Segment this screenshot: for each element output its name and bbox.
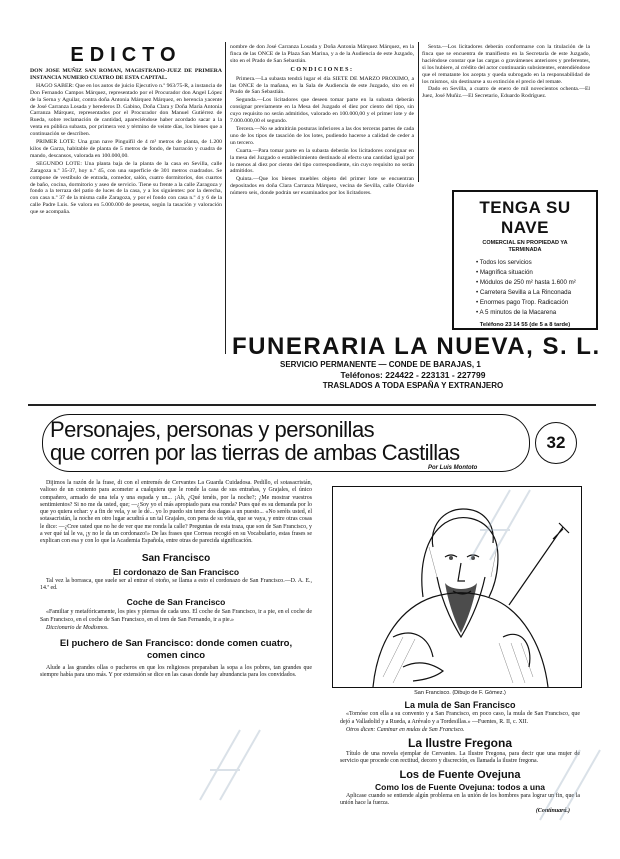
san-francisco-illustration [333,487,581,687]
ad-subtitle: COMERCIAL EN PROPIEDAD YA TERMINADA [482,240,568,253]
illustration-frame [332,486,582,688]
s5-text: Título de una novela ejemplar de Cervantes. La Ilustre Fregona, para decir que una mujer de servicio que procede con rectitud, decoro y discreción, es llamada la ilustre fregona. [340,751,580,765]
funeraria-transfer: TRASLADOS A TODA ESPAÑA Y EXTRANJERO [322,381,504,390]
ad-item [476,288,596,298]
ad-item [476,268,596,278]
ad-item-label: A 5 minutos de la Macarena [479,309,557,316]
s1-text: Tal vez la borrasca, que suele ser al entrar el otoño, se llama a esto el cordonazo de San Francisco.—D. A. E., 14.ª ed. [40,577,312,591]
column-divider [418,42,419,182]
conditions-p3: Tercera.—No se admitirán posturas inferiores a las dos terceras partes de cada uno de los tipos de tasación de los lotes, pudiendo hacerse a calidad de ceder a un tercero. [230,125,414,146]
edicto-column [30,44,222,217]
funeraria-service: SERVICIO PERMANENTE — CONDE DE BARAJAS, 1 [280,360,481,369]
continue-note: (Continuará.) [535,808,570,815]
ad-title: TENGA SU NAVE [479,198,571,237]
feature-author: Por Luis Montoto [428,465,478,471]
conditions-p2: Segunda.—Los licitadores que deseen tomar parte en la subasta deberán consignar previamente en la Mesa del Juzgado el diez por ciento del tipo, sin cuyo requisito no serán admitidos, valorado en 100.000,00 y el primer lote y de 7.000.000,00 el segundo. [230,97,414,125]
s4-src: Otros dicen: Caminar en mulas de San Francisco. [346,726,465,733]
bullet-icon: • [476,269,480,276]
s6-text: Aplicase cuando se entiende algún problema en la unión de los hombres para lograr un fin, que la unión hace la fuerza. [340,792,580,807]
section-rule [28,404,596,406]
ad-phone: Teléfono 23 14 55 (de 5 a 8 tarde) [479,322,571,328]
ad-item [476,258,596,268]
conditions-p1: Primera.—La subasta tendrá lugar el día SIETE DE MARZO PROXIMO, a las ONCE de la mañana, en la Sala de Audiencia de este Juzgado, sito en el Prado de San Sebastián. [230,75,414,96]
ad-items [454,258,596,318]
ad-item-label: Magnífica situación [479,269,533,276]
s6-head: Los de Fuente Ovejuna [399,768,521,781]
s1-head: San Francisco [141,552,211,564]
edicto-heading: DON JOSE MUÑIZ SAN ROMAN, MAGISTRADO-JUEZ DE PRIMERA INSTANCIA NUMERO CUATRO DE ESTA CAPITAL. [30,68,222,81]
edicto-para1: HAGO SABER: Que en los autos de juicio Ejecutivo n.º 963/75-R, a instancia de Don Fernando Campos Márquez, representado por el Procurador don Angel López de la Serna y Aguilar, contra doña Antonia Márquez Márquez, en herencia yacente de José Carranza Losada y herederos D. Gabino, Doña Clara y Doña María Antonia Carranza Márquez, representados por el Procurador don Manuel Gutiérrez de Rueda, sobre reclamación de cantidad, apareciéndose haber acordado sacar a la venta en pública subasta, por primera vez y término de veinte días, los bienes que a continuación se describen. [30,82,222,138]
feature-number: 32 [546,433,566,452]
conditions-intro: nombre de don José Carranza Losada y Doña Antonia Márquez Márquez, en la finca de las ONCE de la Plaza San Marina, y a de la Audiencia de este Juzgado, sito en el Prado de San Sebastián. [230,44,414,64]
s4-text: «Tornóse con ella a su convento y a San Francisco, en poco caso, la mula de San Francisco, que dejó a Valladolid y a Rueda, a Arévalo y a Tordesillas.» —Fuentes, R. II, c. XII. [340,711,580,725]
conditions-p4: Cuarta.—Para tomar parte en la subasta deberán los licitadores consignar en la mesa del Juzgado o establecimiento destinado al efecto una cantidad igual por lo menos al diez por ciento del tipo correspondiente, sin cuyo requisito no serán admitidos. [230,147,414,175]
ad-item-label: Módulos de 250 m² hasta 1.600 m² [479,279,576,286]
bullet-icon: • [476,289,480,296]
s1-sub: El cordonazo de San Francisco [112,566,240,577]
edicto-title: EDICTO [70,44,182,66]
bullet-icon: • [476,259,480,266]
right-column [422,44,590,101]
ad-item-label: Carretera Sevilla a La Rinconada [479,289,572,296]
right-p2: Dado en Sevilla, a cuatro de enero de mil novecientos ochenta.—El Juez, José Muñiz.—El Secretario, Eduardo Rodríguez. [422,86,590,100]
funeraria-name: FUNERARIA LA NUEVA, S. L. [232,333,601,360]
ad-item [476,298,596,308]
feature-number-circle [535,422,577,464]
ad-item-label: Todos los servicios [479,259,532,266]
s2-text: «Familiar y metafóricamente, los pies y piernas de cada uno. El coche de San Francisco, ir a pie, en el coche de San Francisco, en el coche de San Francisco, en el tren de San Fernando, ir a pie.» [40,609,312,623]
ad-item [476,308,596,318]
funeraria-phones: Teléfonos: 224422 - 223131 - 227799 [340,370,486,380]
edicto-lot1: PRIMER LOTE: Una gran nave Pinguifil de 4 m² metros de planta, de 1.200 kilos de Garza, habitable de planta de 5 metros de fondo, de barracón y cuadra de mando, descansos, valorada en 100.000,00. [30,139,222,159]
bullet-icon: • [476,299,480,306]
s4-head: La mula de San Francisco [404,700,516,711]
conditions-p5: Quinta.—Que los bienes muebles objeto del primer lote se encuentran depositados en doña Clara Carranza Márquez, vecina de Sevilla, calle Olavide número seis, donde podrán ser examinados por los licitadores. [230,176,414,197]
ad-item-label: Enormes pago Trop. Radicación [479,299,569,306]
s2-src: Diccionario de Modismos. [46,624,109,631]
right-p1: Sexta.—Los licitadores deberán conformarse con la titulación de la finca que se encuentra de manifiesto en la Secretaría de este Juzgado, haciéndose constar que las cargas o gravámenes anteriores y preferentes, si los hubiere, al crédito del actor continuarán subsistentes, entendiéndose que el rematante los acepta y queda subrogado en la responsabilidad de los mismos, sin destinarse a su extinción el precio del remate. [422,44,590,85]
article-intro: Dijimos la razón de la frase, di con el entremés de Cervantes La Guarda Cuidadosa. Pedillo, el sotasacristán, valioso de un contento para acometer a cualquiera que le ronde la casa de sus entrañas, y Grajales, el único compañero, armado de una tela y una espada y un... ¡Ah, ¿Qué tenéis, por la noche?; ¿Me mostrar vuestros sentimientos? Si no me da usted, que; —¿Soy yo el más apropiado para esa ronda? Pues qué es su demanda por lo que yo quiera echar: y a fin de vela, y se le dé... yo lo puedo sin tener dos dagas a un puesto... «No seréis usted, el sotasacristán, la noche en otro lugar acudirá a un tal Grajales, con pena de su vida, que se vaya, y entre otras cosas le dice: —¿Cree usted que no he de ver que me ronda la calle? Preguntas de esta traza, que son de San Francisco, y a ver qué tal le va, ¡y no le da un cordonazo!» De las frases que Correas recogió en su Vocabulario, estas frases se explican con esa y con lo que la Academia Española, entre otras de parecida significación. [40,480,312,545]
s3-head: El puchero de San Francisco: donde comen cuatro, comen cinco [59,638,293,662]
s6-sub: Como los de Fuente Ovejuna: todos a una [374,781,546,792]
conditions-heading: CONDICIONES: [290,66,354,73]
funeraria-block [232,333,601,391]
bullet-icon: • [476,309,480,316]
feature-title-line2: que corren por las tierras de ambas Castillas [50,440,460,465]
article-right [340,690,580,816]
s5-head: La Ilustre Fregona [407,736,513,751]
conditions-column [230,44,414,198]
s3-text: Alude a las grandes ollas o pucheros en que los religiosos preparaban la sopa a los pobres, tan grandes que siempre había para uno más. Y por extensión se dice en las casas donde hay abundancia para los convidados. [40,665,312,679]
feature-header [30,410,596,476]
ad-item [476,278,596,288]
feature-title-line1: Personajes, personas y personillas [50,417,375,442]
s2-head: Coche de San Francisco [126,597,226,608]
edicto-lot2: SEGUNDO LOTE: Una planta baja de la planta de la casa en Sevilla, calle Zaragoza n.º 35-37, hoy n.º 45, con una superficie de 301 metros cuadrados. Se compone de vestíbulo de entrada, comedor, salón, cuatro dormitorios, dos cuartos de baño, cocina, dormitorio y aseo de servicio. Tiene su frente a la calle Zaragoza y fondo a la terraza del patio de luces de la casa, y a los siguientes: por la derecha, con casa n.º 37 de la misma calle Zaragoza, y por el fondo con casa n.º 4 y 6 de la calle Padre Luis. Se valora en 5.000.000 de pesetas, según la tasación y valoración que se acompaña. [30,160,222,216]
nave-ad [452,190,598,330]
article-left [40,480,312,681]
illustration-caption: San Francisco. (Dibujo de F. Gómez.) [414,690,506,696]
column-divider [225,42,226,354]
bullet-icon: • [476,279,480,286]
